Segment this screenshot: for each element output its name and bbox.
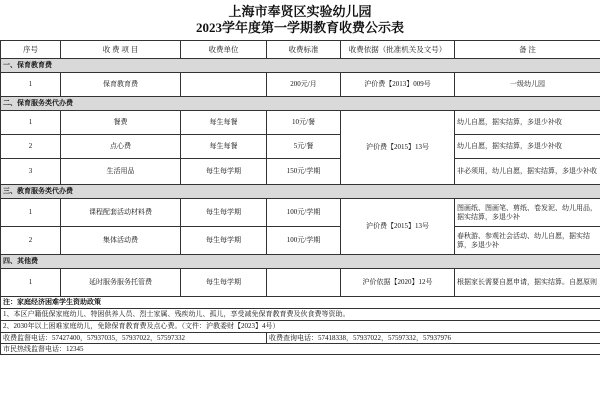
col-item: 收 费 项 目 bbox=[61, 41, 181, 59]
row-unit: 每生每学期 bbox=[181, 269, 267, 297]
row-standard: 5元/餐 bbox=[267, 135, 341, 159]
notes-title-row bbox=[1, 297, 600, 309]
row-standard: 100元/学期 bbox=[267, 227, 341, 255]
row-no: 1 bbox=[1, 111, 61, 135]
row-item: 保育教育费 bbox=[61, 73, 181, 97]
row-no: 1 bbox=[1, 199, 61, 227]
table-row bbox=[1, 159, 600, 185]
section-row bbox=[1, 255, 600, 269]
note-row bbox=[1, 321, 600, 333]
footer-row bbox=[1, 333, 600, 344]
section-label: 三、教育服务类代办费 bbox=[1, 185, 600, 199]
row-standard: 150元/学期 bbox=[267, 159, 341, 185]
row-remark: 幼儿自愿，据实结算，多退少补收 bbox=[455, 135, 600, 159]
report-phone-label: 收费监督电话： bbox=[3, 333, 52, 342]
consult-phone-value: 57418338，57937022，57597332，57937976 bbox=[318, 333, 451, 342]
row-remark: 一级幼儿园 bbox=[455, 73, 600, 97]
consult-phone bbox=[267, 333, 600, 344]
note-line: 2、2030年以上困难家庭幼儿，免除保育教育费及点心费。（文件：沪教委财【2023】4号） bbox=[1, 321, 600, 333]
school-title: 上海市奉贤区实验幼儿园 bbox=[228, 4, 372, 19]
footer-row bbox=[1, 344, 600, 355]
note-row bbox=[1, 309, 600, 321]
hotline-value: 12345 bbox=[66, 344, 84, 353]
fee-table bbox=[0, 40, 600, 355]
row-no: 3 bbox=[1, 159, 61, 185]
section-row bbox=[1, 97, 600, 111]
section-row bbox=[1, 59, 600, 73]
table-row bbox=[1, 111, 600, 135]
row-basis: 沪价依据【2020】12号 bbox=[341, 269, 455, 297]
row-unit: 每生每学期 bbox=[181, 227, 267, 255]
row-unit bbox=[181, 73, 267, 97]
report-phone-value: 57427400，57937035，57937022，57597332 bbox=[52, 333, 185, 342]
col-no: 序号 bbox=[1, 41, 61, 59]
col-standard: 收费标准 bbox=[267, 41, 341, 59]
report-phone bbox=[1, 333, 267, 344]
row-remark: 春秋游、参观社会活动、幼儿自愿，据实结算，多退少补 bbox=[455, 227, 600, 255]
row-remark: 非必须用，幼儿自愿，据实结算，多退少补收 bbox=[455, 159, 600, 185]
table-row bbox=[1, 269, 600, 297]
row-no: 1 bbox=[1, 269, 61, 297]
notice-title: 2023学年度第一学期教育收费公示表 bbox=[195, 20, 404, 35]
row-item: 点心费 bbox=[61, 135, 181, 159]
header-row bbox=[1, 41, 600, 59]
consult-phone-label: 收费查询电话： bbox=[269, 333, 318, 342]
col-basis: 收费依据（批准机关及文号） bbox=[341, 41, 455, 59]
table-row bbox=[1, 227, 600, 255]
row-unit: 每生每餐 bbox=[181, 135, 267, 159]
row-standard: 100元/学期 bbox=[267, 199, 341, 227]
row-item: 餐费 bbox=[61, 111, 181, 135]
row-remark: 图画纸、图画笔、剪纸、卷发泥、幼儿用品，据实结算，多退少补 bbox=[455, 199, 600, 227]
row-standard: 10元/餐 bbox=[267, 111, 341, 135]
row-item: 集体活动费 bbox=[61, 227, 181, 255]
row-basis: 沪价费【2015】13号 bbox=[341, 199, 455, 255]
row-remark: 根据家长需要自愿申请，据实结算。自愿原则 bbox=[455, 269, 600, 297]
col-unit: 收费单位 bbox=[181, 41, 267, 59]
section-row bbox=[1, 185, 600, 199]
note-line: 1、本区户籍低保家庭幼儿、特困供养人员、烈士家属、残疾幼儿、孤儿，享受减免保育教育费及伙食费等资助。 bbox=[1, 309, 600, 321]
row-unit: 每生每餐 bbox=[181, 111, 267, 135]
row-unit: 每生每学期 bbox=[181, 159, 267, 185]
row-no: 2 bbox=[1, 227, 61, 255]
col-remark: 备 注 bbox=[455, 41, 600, 59]
row-item: 生活用品 bbox=[61, 159, 181, 185]
row-basis: 沪价费【2015】13号 bbox=[341, 111, 455, 185]
row-standard bbox=[267, 269, 341, 297]
row-unit: 每生每学期 bbox=[181, 199, 267, 227]
table-row bbox=[1, 135, 600, 159]
section-label: 二、保育服务类代办费 bbox=[1, 97, 600, 111]
row-standard: 200元/月 bbox=[267, 73, 341, 97]
row-no: 2 bbox=[1, 135, 61, 159]
hotline bbox=[1, 344, 600, 355]
notes-title: 注：家庭经济困难学生资助政策 bbox=[1, 297, 600, 309]
hotline-label: 市民热线监督电话： bbox=[3, 344, 66, 353]
table-row bbox=[1, 199, 600, 227]
row-item: 延时服务服务托管费 bbox=[61, 269, 181, 297]
section-label: 一、保育教育费 bbox=[1, 59, 600, 73]
table-row bbox=[1, 73, 600, 97]
row-basis: 沪价费【2013】009号 bbox=[341, 73, 455, 97]
row-no: 1 bbox=[1, 73, 61, 97]
row-remark: 幼儿自愿，据实结算，多退少补收 bbox=[455, 111, 600, 135]
section-label: 四、其他费 bbox=[1, 255, 600, 269]
row-item: 课程配套活动材料费 bbox=[61, 199, 181, 227]
